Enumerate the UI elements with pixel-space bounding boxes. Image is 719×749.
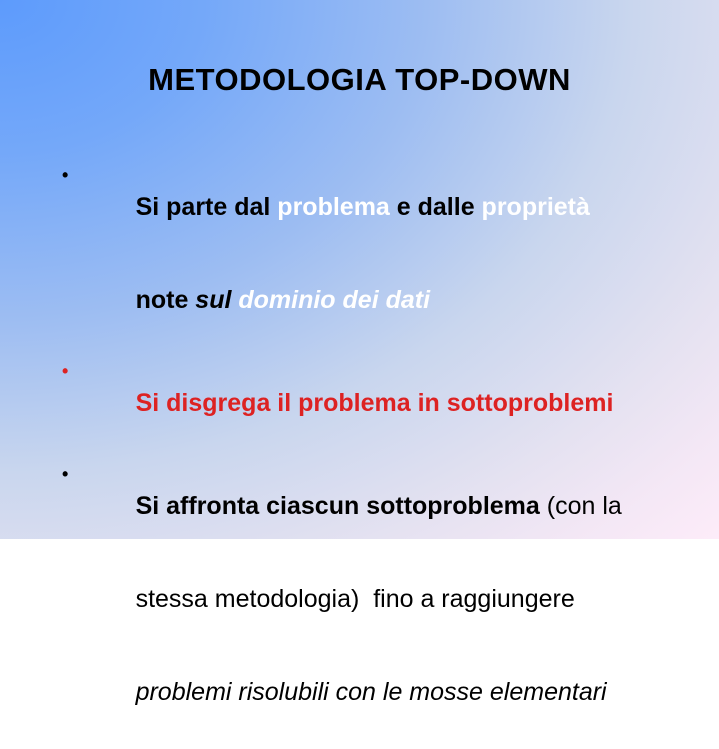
- bullet-marker: •: [62, 165, 69, 185]
- bullet-list: [62, 161, 672, 749]
- text-segment: (con la: [539, 492, 622, 520]
- text-segment: problema: [277, 193, 390, 221]
- text-segment: Si affronta ciascun sottoproblema: [135, 492, 540, 520]
- bullet-line: [80, 254, 672, 347]
- text-segment: Si parte dal: [135, 193, 278, 221]
- bullet-line: [80, 161, 672, 254]
- slide-title: METODOLOGIA TOP-DOWN: [148, 62, 571, 97]
- bullet-line: [80, 646, 672, 739]
- text-segment: stessa metodologia) fino a raggiungere: [135, 585, 575, 613]
- text-segment: sul: [195, 286, 239, 314]
- bullet-marker: •: [62, 464, 69, 484]
- text-segment: dominio dei dati: [238, 286, 431, 314]
- bullet-item: [62, 161, 672, 347]
- bullet-line: [80, 357, 672, 450]
- text-segment: note: [135, 286, 196, 314]
- text-segment: e dalle: [389, 193, 482, 221]
- bullet-marker: •: [62, 361, 69, 381]
- text-segment: proprietà: [481, 193, 590, 221]
- bullet-item: [62, 357, 672, 450]
- text-segment: problemi risolubili con le mosse elementari: [135, 678, 607, 706]
- bullet-line: [80, 553, 672, 646]
- bullet-line: [80, 460, 672, 553]
- bullet-item: [62, 460, 672, 739]
- text-segment: Si disgrega il problema in sottoproblemi: [135, 389, 614, 417]
